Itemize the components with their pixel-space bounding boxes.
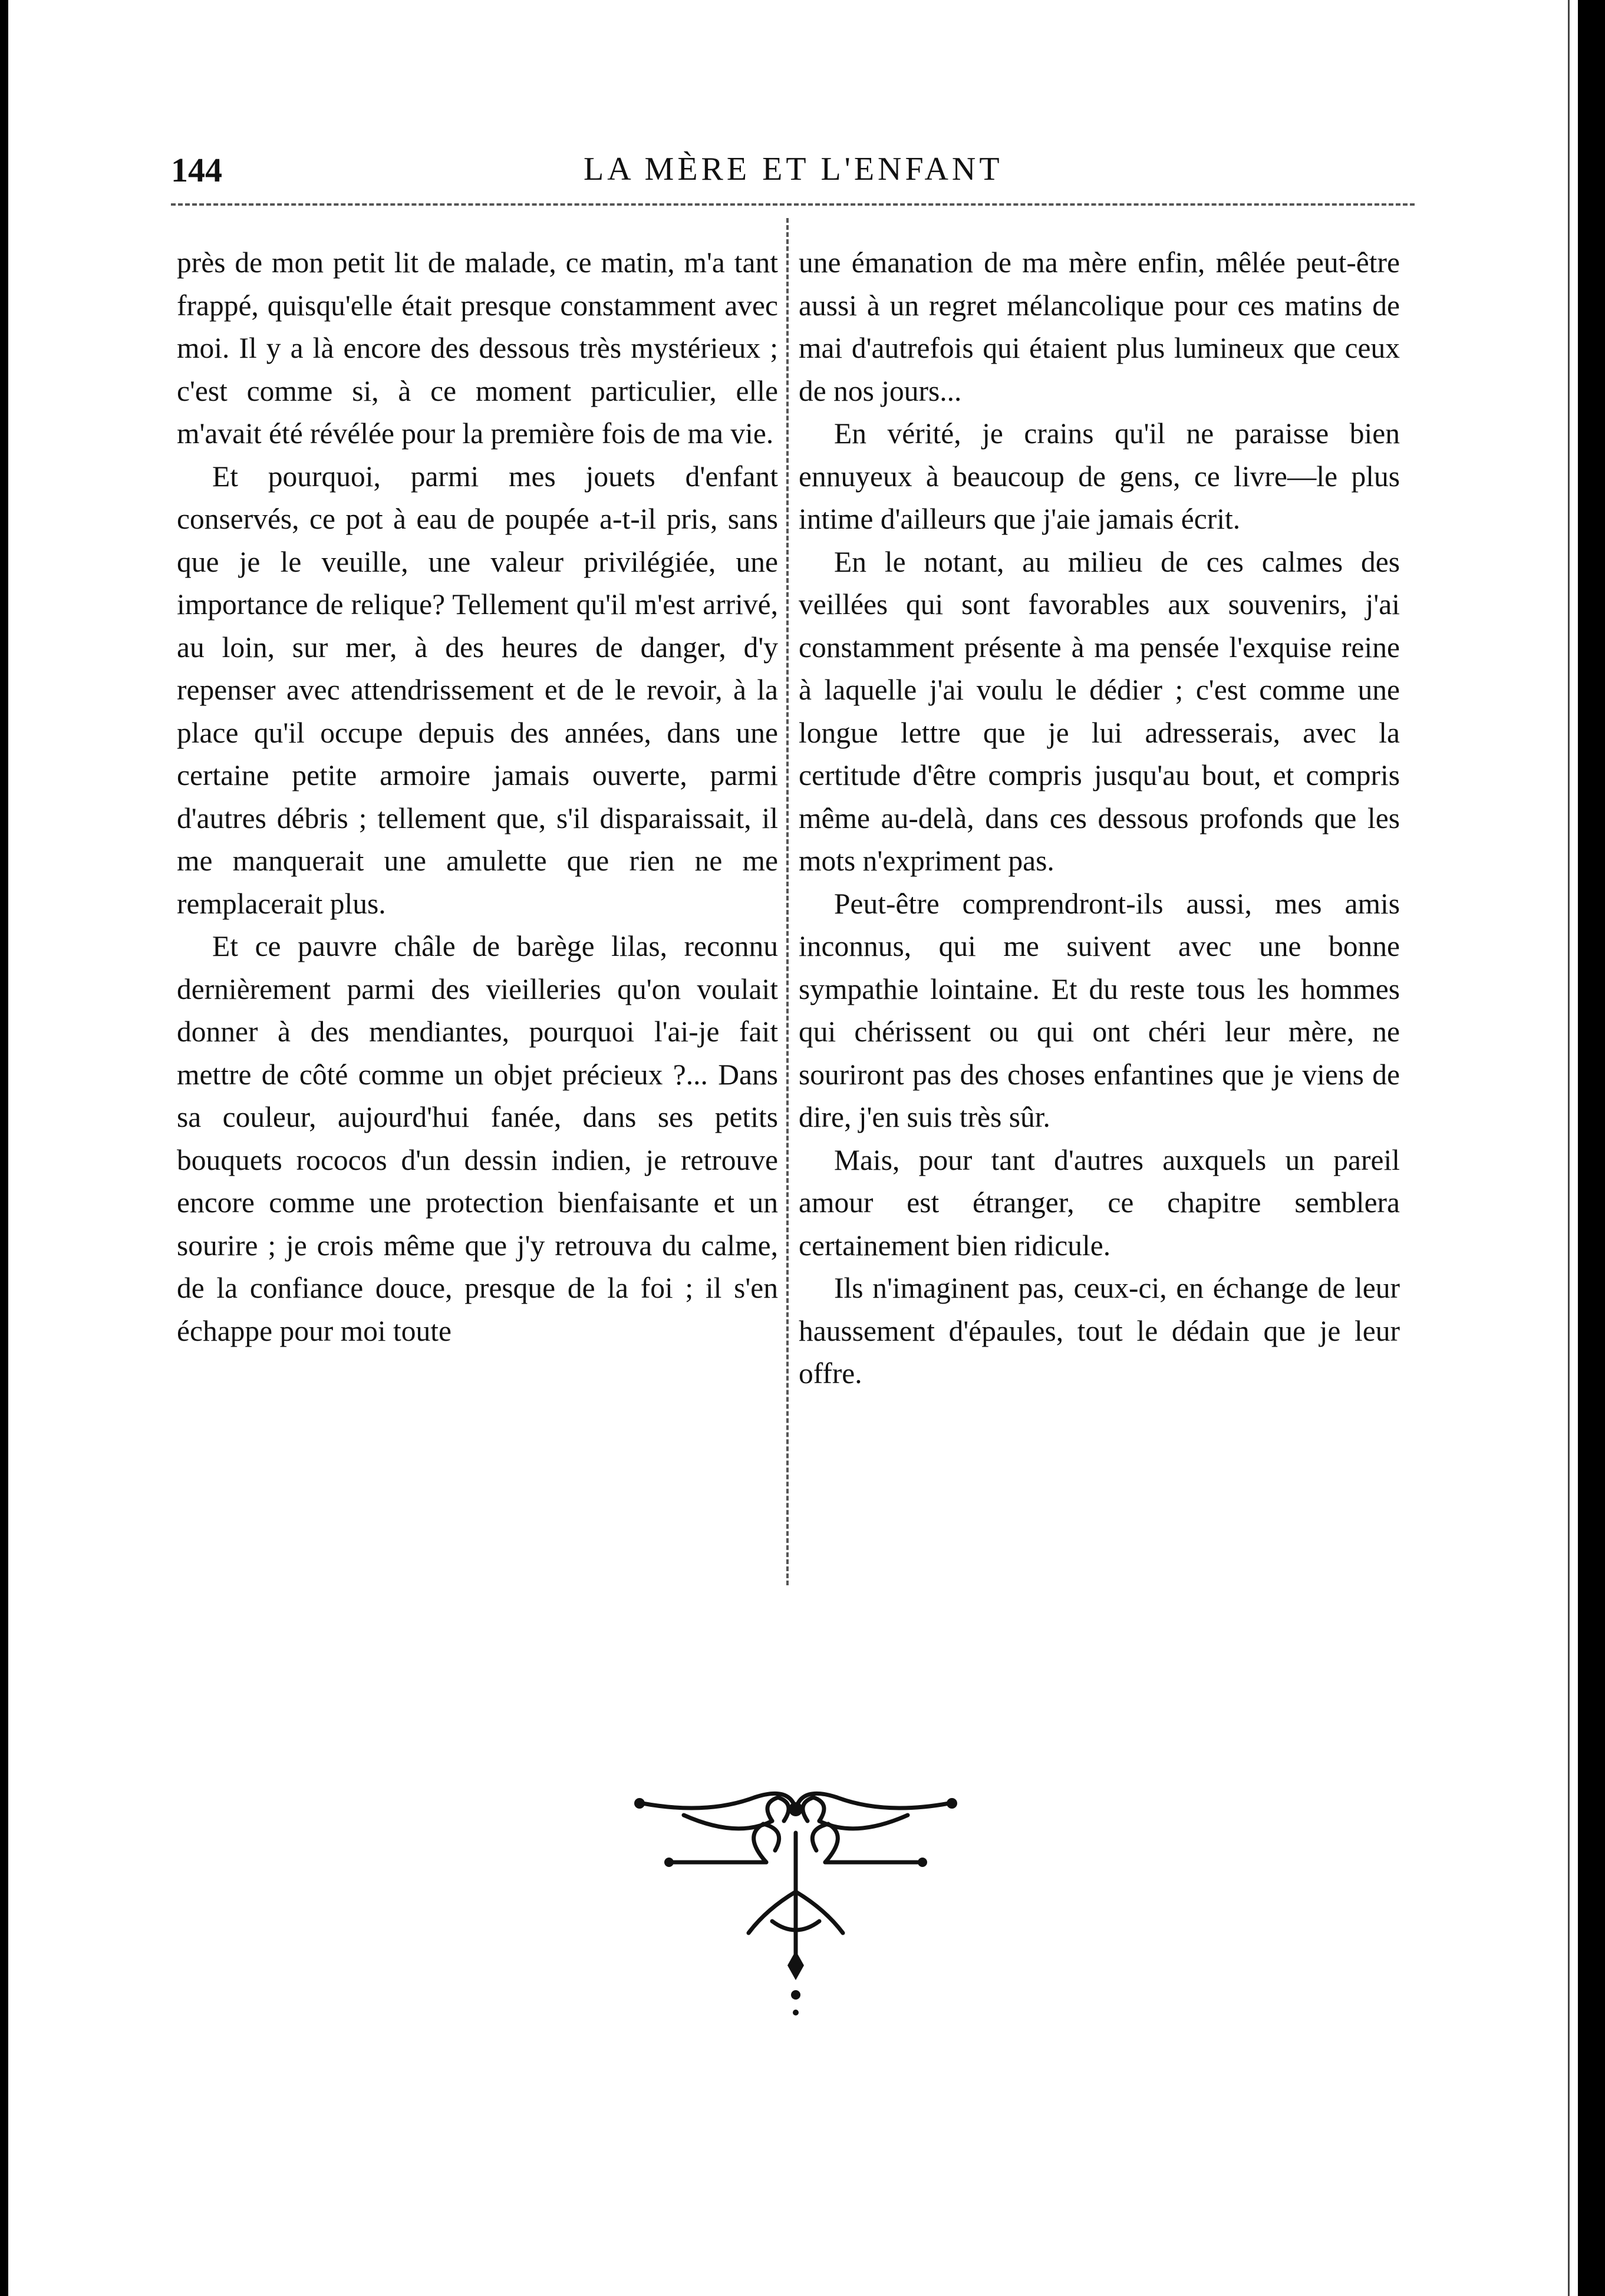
scan-edge-line [1568,0,1570,2296]
page-header [171,150,1415,203]
header-rule [171,203,1415,206]
paragraph: une émanation de ma mère enfin, mêlée peut-être aussi à un regret mélancolique pour ces matins de mai d'autrefois qui étaient plus lumineux que ceux de nos jours... [799,246,1400,407]
page-number: 144 [171,151,222,189]
paragraph: Mais, pour tant d'autres auxquels un pareil amour est étranger, ce chapitre semblera certainement bien ridicule. [799,1143,1400,1262]
paragraph: près de mon petit lit de malade, ce matin, m'a tant frappé, quisqu'elle était presque constamment avec moi. Il y a là encore des dessous très mystérieux ; c'est comme si, à ce moment particulier, elle m'avait été révélée pour la première fois de ma vie. [177,246,778,450]
tailpiece-ornament-icon [619,1774,973,2021]
column-divider [786,218,789,1585]
paragraph: En vérité, je crains qu'il ne paraisse bien ennuyeux à beaucoup de gens, ce livre—le plus intime d'ailleurs que j'aie jamais écrit. [799,417,1400,535]
left-column [177,242,778,1352]
scan-edge-right [1578,0,1605,2296]
running-title: LA MÈRE ET L'ENFANT [584,151,1003,187]
paragraph: Et ce pauvre châle de barège lilas, reconnu dernièrement parmi des vieilleries qu'on voulait donner à des mendiantes, pourquoi l'ai-je fait mettre de côté comme un objet précieux ?... Dans sa couleur, aujourd'hui fanée, dans ses petits bouquets rococos d'un dessin indien, je retrouve encore comme une protection bienfaisante et un sourire ; je crois même que j'y retrouva du calme, de la confiance douce, presque de la foi ; il s'en échappe pour moi toute [177,930,778,1347]
paragraph: Peut-être comprendront-ils aussi, mes amis inconnus, qui me suivent avec une bonne sympathie lointaine. Et du reste tous les hommes qui chérissent ou qui ont chéri leur mère, ne souriront pas des choses enfantines que je viens de dire, j'en suis très sûr. [799,887,1400,1133]
paragraph: Ils n'imaginent pas, ceux-ci, en échange de leur haussement d'épaules, tout le dédain que je leur offre. [799,1272,1400,1390]
right-column [799,242,1400,1396]
scan-edge-left [0,0,8,2296]
paragraph: Et pourquoi, parmi mes jouets d'enfant conservés, ce pot à eau de poupée a-t-il pris, sans que je le veuille, une valeur privilégiée, une importance de relique? Tellement qu'il m'est arrivé, au loin, sur mer, à des heures de danger, d'y repenser avec attendrissement et de le revoir, à la place qu'il occupe depuis des années, dans une certaine petite armoire jamais ouverte, parmi d'autres débris ; tellement que, s'il disparaissait, il me manquerait une amulette que rien ne me remplacerait plus. [177,460,778,920]
paragraph: En le notant, au milieu de ces calmes des veillées qui sont favorables aux souvenirs, j'ai constamment présente à ma pensée l'exquise reine à laquelle j'ai voulu le dédier ; c'est comme une longue lettre que je lui adresserais, avec la certitude d'être compris jusqu'au bout, et compris même au-delà, dans ces dessous profonds que les mots n'expriment pas. [799,545,1400,877]
